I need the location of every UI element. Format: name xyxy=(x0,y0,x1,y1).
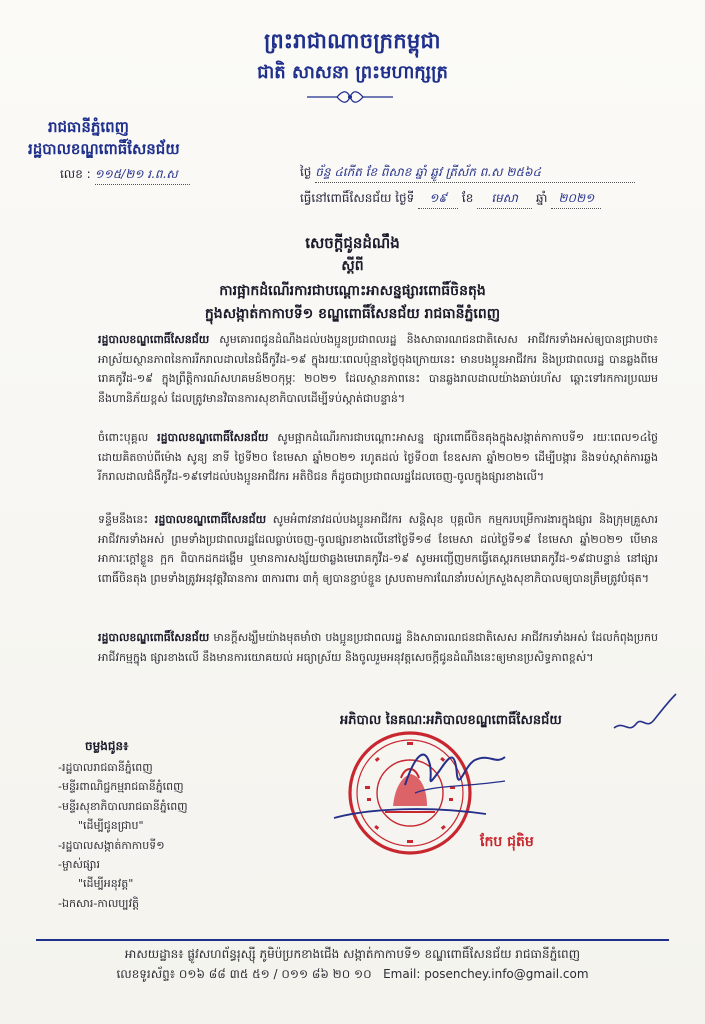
reference-number: ១១៥/២១ រ.ព.ស xyxy=(95,166,190,185)
lunar-date-prefix: ថ្ងៃ xyxy=(300,165,312,179)
issuer-district: រដ្ឋបាលខណ្ឌពោធិ៍សែនជ័យ xyxy=(28,140,180,158)
lunar-date-value: ច័ន្ទ ៤កើត ខែ ពិសាខ ឆ្នាំ ឆ្លូវ ត្រីស័ក ព.ស ២៥៦៤ xyxy=(315,164,635,183)
paragraph-3 xyxy=(98,510,658,588)
gregorian-date xyxy=(300,190,660,209)
cc-item: -រដ្ឋបាលរាជធានីភ្នំពេញ xyxy=(58,761,153,774)
paragraph-4 xyxy=(98,628,658,667)
footer-phones: ០១៦ ៨៨ ៣៥ ៥១ / ០១១ ៨៦ ២០ ១០ xyxy=(178,967,372,981)
paragraph-1-issuer: រដ្ឋបាលខណ្ឌពោធិ៍សែនជ័យ xyxy=(98,333,210,346)
paragraph-3-issuer: រដ្ឋបាលខណ្ឌពោធិ៍សែនជ័យ xyxy=(154,513,267,526)
paragraph-4-text: មានក្តីសង្ឃឹមយ៉ាងមុតមាំថា បងប្អូនប្រជាពលរដ្ឋ និងសាធារណជនជាតិសេស អាជីវករទាំងអស់ ដែលកំពុងប្រកបអាជីវកម្មក្នុង ផ្សារខាងលើ នឹងមានការយោគយល់ អធ្យាស្រ័យ និងចូលរួមអនុវត្តសេចក្តីជូនដំណឹងនេះឲ្យមានប្រសិទ្ធភាពខ្ពស់។ xyxy=(98,631,658,664)
gregorian-year-prefix: ឆ្នាំ xyxy=(536,191,548,205)
cc-list xyxy=(58,758,188,913)
cc-item: -មន្ទីរសុខាភិបាលរាជធានីភ្នំពេញ xyxy=(58,799,188,813)
signature-underline-icon xyxy=(330,798,490,828)
notice-title: សេចក្តីជូនដំណឹង xyxy=(305,234,400,252)
reference-label: លេខ : xyxy=(60,167,91,181)
footer-contact xyxy=(0,966,705,984)
cc-heading: ចម្លងជូន៖ xyxy=(85,739,129,753)
footer-phone-label: លេខទូរស័ព្ទ៖ xyxy=(116,967,176,981)
cc-item: -ម្ចាស់ផ្សារ xyxy=(58,858,100,872)
kingdom-heading: ព្រះរាជាណាចក្រកម្ពុជា xyxy=(264,29,441,53)
gregorian-month: មេសា xyxy=(477,190,532,209)
handwritten-mark-icon xyxy=(610,690,680,740)
footer-email-label: Email: xyxy=(383,967,421,981)
signatory-title: អភិបាល នៃគណៈអភិបាលខណ្ឌពោធិ៍សែនជ័យ xyxy=(340,713,562,728)
gregorian-day: ១៩ xyxy=(418,190,458,209)
footer-email[interactable]: posenchey.info@gmail.com xyxy=(424,967,589,981)
footer-divider xyxy=(36,939,669,941)
paragraph-2-text: សូមផ្អាកដំណើរការជាបណ្តោះអាសន្ន ផ្សារពោធិ៍ចិនតុងក្នុងសង្កាត់កាកាបទី១ រយៈពេល១៤ថ្ងៃ ដោយគិតចាប់ពីម៉ោង សូន្យ នាទី ថ្ងៃទី២០ ខែមេសា ឆ្នាំ២០២១ រហូតដល់ ថ្ងៃទី០៣ ខែឧសភា ឆ្នាំ២០២១ ដើម្បីបង្ការ និងទប់ស្កាត់ការឆ្លងរីករាលដាលជំងឺកូវីដ-១៩ទៅដល់បងប្អូនអាជីវករ អតិថិជន ក៏ដូចជាប្រជាពលរដ្ឋដែលចេញ-ចូលក្នុងផ្សារខាងលើ។ xyxy=(98,431,659,483)
cc-item-purpose: "ដើម្បីអនុវត្ត" xyxy=(78,877,134,891)
footer-address: អាសយដ្ឋាន៖ ផ្លូវសហព័ន្ធរុស្ស៊ី ភូមិប៉ប្រកខាងជើង សង្កាត់កាកាបទី១ ខណ្ឌពោធិ៍សែនជ័យ រាជធានីភ្នំពេញ xyxy=(124,947,581,961)
notice-location: ក្នុងសង្កាត់កាកាបទី១ ខណ្ឌពោធិ៍សែនជ័យ រាជធានីភ្នំពេញ xyxy=(204,306,501,322)
paragraph-1 xyxy=(98,330,658,408)
gregorian-date-prefix: ធ្វើនៅពោធិ៍សែនជ័យ ថ្ងៃទី xyxy=(300,191,415,205)
cc-item: -ឯកសារ-កាលប្បវត្តិ xyxy=(58,896,140,910)
lunar-date xyxy=(300,164,660,183)
notice-subject-label: ស្តីពី xyxy=(341,258,364,274)
signatory-name: កែប ជុតិម xyxy=(480,834,534,850)
paragraph-4-issuer: រដ្ឋបាលខណ្ឌពោធិ៍សែនជ័យ xyxy=(98,631,210,644)
signature-icon xyxy=(395,735,515,805)
paragraph-2-issuer: រដ្ឋបាលខណ្ឌពោធិ៍សែនជ័យ xyxy=(157,431,269,444)
paragraph-1-text: សូមគោរពជូនដំណឹងដល់បងប្អូនប្រជាពលរដ្ឋ និងសាធារណជនជាតិសេស អាជីវករទាំងអស់ឲ្យបានជ្រាបថា៖ អាស្រ័យស្ថានភាពនៃការរីករាលដាលនៃជំងឺកូវីដ-១៩ ក្នុងរយៈពេលប៉ុន្មានថ្ងៃចុងក្រោយនេះ មានបងប្អូនអាជីវករ និងប្រជាពលរដ្ឋ បានឆ្លងពីមេរោគកូវីដ-១៩ ក្នុងព្រឹត្តិការណ៍សហគមន៍២០កុម្ភៈ ២០២១ ដែលស្ថានភាពនេះ បានឆ្លងរាលដាលយ៉ាងឆាប់រហ័ស ឆ្ពោះទៅរកការប្រឈមនឹងហានិភ័យខ្ពស់ ដែលត្រូវមានវិធានការសុខាភិបាលដើម្បីទប់ស្កាត់ជាបន្ទាន់។ xyxy=(98,333,659,405)
notice-subject: ការផ្អាកដំណើរការជាបណ្តោះអាសន្នផ្សារពោធិ៍ចិនតុង xyxy=(219,283,486,299)
issuer-city: រាជធានីភ្នំពេញ xyxy=(48,118,129,136)
cc-item-purpose: "ដើម្បីជូនជ្រាប" xyxy=(78,819,144,833)
gregorian-year: ២០២១ xyxy=(551,190,601,209)
paragraph-2 xyxy=(98,428,658,487)
paragraph-2-lead: ចំពោះបុគ្គល xyxy=(98,431,149,444)
cc-item: -រដ្ឋបាលសង្កាត់កាកាបទី១ xyxy=(58,838,165,852)
national-motto: ជាតិ សាសនា ព្រះមហាក្សត្រ xyxy=(257,62,448,83)
ornament-divider-icon xyxy=(305,90,395,104)
gregorian-month-prefix: ខែ xyxy=(461,191,474,205)
paragraph-3-text: សូមអំពាវនាវដល់បងប្អូនអាជីវករ សន្តិសុខ បុគ្គលិក កម្មករបម្រើការងារក្នុងផ្សារ និងក្រុមគ្រួសារអាជីវករទាំងអស់ ព្រមទាំងប្រជាពលរដ្ឋដែលធ្លាប់ចេញ-ចូលផ្សារខាងលើនៅថ្ងៃទី១៨ ខែមេសា ដល់ថ្ងៃទី១៩ ខែមេសា ឆ្នាំ២០២១ បើមានអាការៈក្តៅខ្លួន ក្អក ពិបាកដកដង្ហើម ឬមានការសង្ស័យថាឆ្លងមេរោគកូវីដ-១៩ សូមអញ្ជើញមកធ្វើតេស្តរកមេរោគកូវីដ-១៩ជាបន្ទាន់ នៅផ្សារពោធិ៍ចិនតុង ព្រមទាំងត្រូវអនុវត្តវិធានការ ៣ការពារ ៣កុំ ឲ្យបានខ្ជាប់ខ្ជួន ស្របតាមការណែនាំរបស់ក្រសួងសុខាភិបាលឲ្យបានត្រឹមត្រូវបំផុត។ xyxy=(98,513,659,585)
reference-line xyxy=(60,166,190,185)
cc-item: -មន្ទីរពាណិជ្ជកម្មរាជធានីភ្នំពេញ xyxy=(58,780,184,794)
paragraph-3-lead: ទន្ទឹមនឹងនេះ xyxy=(98,513,149,526)
